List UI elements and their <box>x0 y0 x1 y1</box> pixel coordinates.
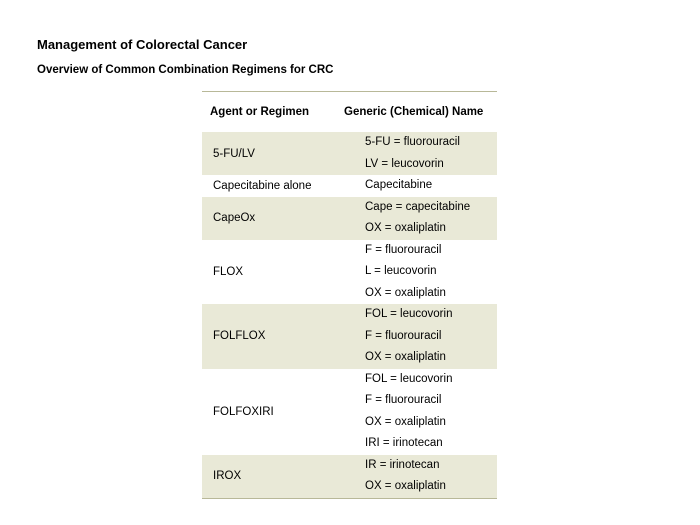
generic-name-line: IR = irinotecan <box>365 458 440 471</box>
generic-name-line: L = leucovorin <box>365 265 437 277</box>
generic-name-line: Capecitabine <box>365 179 433 191</box>
table-body <box>202 132 497 498</box>
table-header-row <box>202 92 497 133</box>
header-generic-name: Generic (Chemical) Name <box>344 106 484 118</box>
page-title: Management of Colorectal Cancer <box>37 37 248 52</box>
generic-name-line: Cape = capecitabine <box>365 200 471 213</box>
generic-name-line: 5-FU = fluorouracil <box>365 136 460 148</box>
cell-agent: CapeOx <box>202 197 338 240</box>
cell-agent: FOLFLOX <box>202 304 338 369</box>
cell-generic-names <box>338 304 497 369</box>
generic-name-line: F = fluorouracil <box>365 329 442 342</box>
cell-agent: IROX <box>202 455 338 499</box>
table-row <box>202 455 497 499</box>
generic-name-line: IRI = irinotecan <box>365 437 443 449</box>
table-row <box>202 197 497 240</box>
generic-name-line: LV = leucovorin <box>365 157 444 170</box>
cell-generic-names <box>338 240 497 305</box>
table-row <box>202 240 497 305</box>
generic-name-line: F = fluorouracil <box>365 394 442 406</box>
cell-agent: Capecitabine alone <box>213 179 312 192</box>
cell-generic-names <box>338 132 497 175</box>
page-subtitle: Overview of Common Combination Regimens for CRC <box>37 64 334 76</box>
generic-name-line: OX = oxaliplatin <box>365 480 446 492</box>
table-row <box>202 132 497 175</box>
cell-generic-names <box>338 369 497 455</box>
cell-agent: 5-FU/LV <box>202 132 338 175</box>
generic-name-line: OX = oxaliplatin <box>365 351 446 363</box>
table-row <box>202 304 497 369</box>
cell-generic-names <box>338 197 497 240</box>
generic-name-line: OX = oxaliplatin <box>365 415 446 428</box>
generic-name-line: OX = oxaliplatin <box>365 286 446 299</box>
cell-generic-names <box>338 455 497 499</box>
generic-name-line: F = fluorouracil <box>365 243 442 256</box>
generic-name-line: FOL = leucovorin <box>365 308 453 320</box>
table-row <box>202 175 497 197</box>
cell-generic-names <box>338 175 497 197</box>
cell-agent: FLOX <box>213 265 244 278</box>
table-row <box>202 369 497 455</box>
regimen-table <box>202 91 497 499</box>
cell-agent: FOLFOXIRI <box>213 405 274 418</box>
header-agent-or-regimen: Agent or Regimen <box>210 106 310 118</box>
generic-name-line: FOL = leucovorin <box>365 372 453 385</box>
generic-name-line: OX = oxaliplatin <box>365 222 446 234</box>
